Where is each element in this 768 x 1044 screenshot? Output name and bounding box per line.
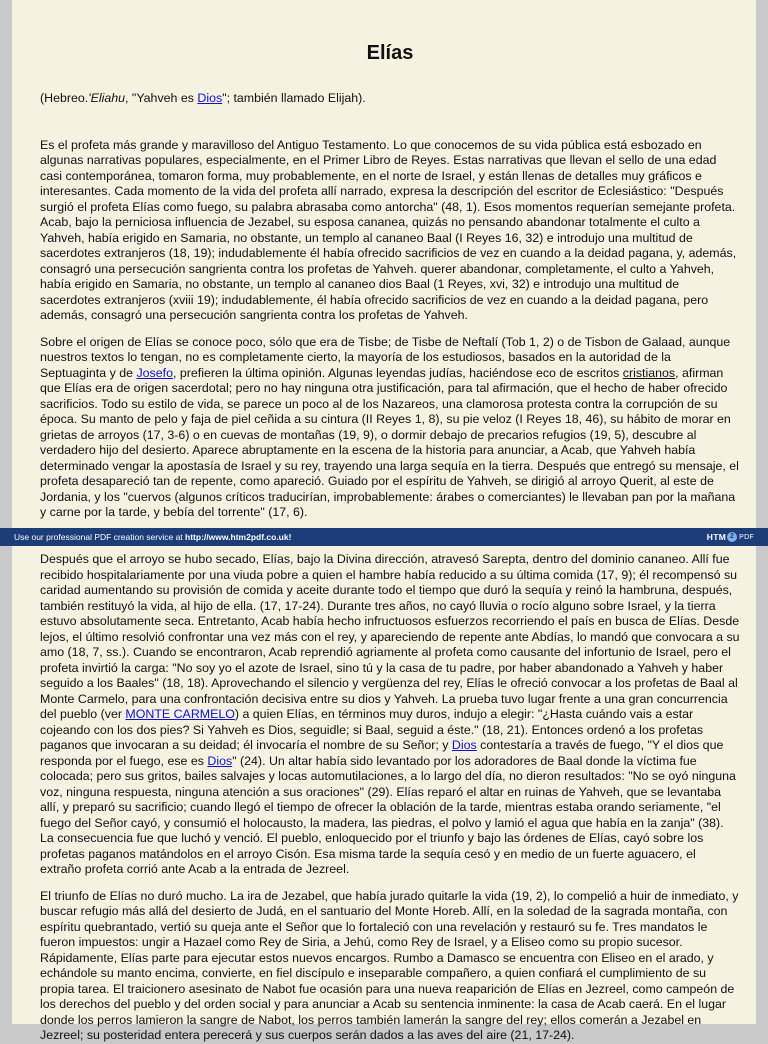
paragraph-text: , afirman que Elías era de origen sacerdotal; pero no hay ninguna otra justificación, para tal afirmación, que el hecho de haber ofrecido sacrificios. Todo su estilo de vida, se parece un poco al de los Nazareos, una clamorosa protesta contra la corrupción de su época. Su manto de pelo y faja de piel ceñida a su cintura (II Reyes 1, 8), su pie veloz (I Reyes 18, 46), su hábito de morar en grietas de arroyos (17, 3-6) o en cuevas de montañas (19, 9), o dormir debajo de precarios refugios (19, 5), descubre al verdadero hijo del desierto. Aparece abruptamente en la escena de la historia para anunciar, a Acab, que Yahveh había determinado vengar la apostasía de Israel y su rey, trayendo una larga sequía en la tierra. Después que entregó su mensaje, el profeta desapareció tan de repente, como apareció. Guiado por el espíritu de Yahveh, se dirigió al arroyo Querit, al este de Jordania, y los "cuervos (algunos críticos traducirían, improbablemente: árabes o comerciantes) le llevaban pan por la mañana y carne por la tarde, y bebía del torrente" (17, 6). (40, 365, 739, 519)
intro-text: "; también llamado Elijah). (222, 91, 366, 105)
intro-text: , "Yahveh es (125, 91, 198, 105)
pdf-page-2 (12, 546, 756, 1042)
paragraph-text: ) a quien Elías, en términos muy duros, indujo a elegir: "¿Hasta cuándo vais a estar cojeando con los dos pies? Si Yahveh es Dios, seguidle; si Baal, seguid a éste." (18, 21). Entonces ordenó a los profetas paganos que invocaran a su deidad; él invocaría el nombre de su Señor; y (40, 707, 704, 752)
paragraph-2 (40, 335, 740, 521)
hebrew-name: 'Eliahu (88, 91, 126, 105)
pdf-page-1 (12, 0, 756, 528)
paragraph-1: Es el profeta más grande y maravilloso del Antiguo Testamento. Lo que conocemos de su vida pública está esbozado en algunas narrativas populares, especialmente, en el Primer Libro de Reyes. Estas narrativas que llevan el sello de una edad casi contemporánea, tomaron forma, muy probablemente, en el norte de Israel, y están llenas de detalles muy gráficos e interesantes. Cada momento de la vida del profeta allí narrado, expresa la descripción del escritor de Eclesiástico: "Después surgió el profeta Elías como fuego, su palabra abrasaba como antorcha" (48, 1). Esos momentos requerían semejante profeta. Acab, bajo la perniciosa influencia de Jezabel, su esposa cananea, quizás no pensando abandonar totalmente el culto a Yahveh, había erigido en Samaria, no obstante, un templo al cananeo Baal (I Reyes 16, 32) e introdujo una multitud de sacerdotes extranjeros (18, 19); indudablemente él había ofrecido sacrificios de vez en cuando a la deidad pagana, y, además, consagró una persecución sangrienta contra los profetas de Yahveh. querer abandonar, completamente, el culto a Yahveh, había erigido en Samaria, no obstante, un templo al cananeo dios Baal (1 Reyes, xvi, 32) e introdujo una multitud de sacerdotes extranjeros (xviii 19); indudablemente, él había ofrecido sacrificios de vez en cuando a la deidad pagana, pero además, consagró una persecución sangrienta contra los profetas de Yahveh. (40, 137, 737, 322)
paragraph-text: " (24). Un altar había sido levantado por los adoradores de Baal donde la víctima fue colocada; pero sus gritos, bailes salvajes y locas automutilaciones, a lo largo del día, no dieron resultados: "No se oyó ninguna voz, ninguna respuesta, ninguna atención a sus oraciones" (29). Elías reparó el altar en ruinas de Yahveh, que se levantaba allí, y preparó su sacrificio; cuando llegó el tiempo de ofrecer la oblación de la tarde, mientras estaba orando seriamente, "el fuego del Señor cayó, y consumió el holocausto, la madera, las piedras, el polvo y lamió el agua que había en la zanja" (38). La consecuencia fue que luchó y venció. El pueblo, enloquecido por el triunfo y bajo las órdenes de Elías, cayó sobre los profetas paganos matándolos en el arroyo Cisón. Esa misma tarde la sequía cesó y en medio de un fuerte aguacero, el extraño profeta corrió ante Acab a la entrada de Jezreel. (40, 753, 736, 876)
paragraph-3 (40, 552, 740, 878)
link-dios[interactable]: Dios (207, 753, 233, 768)
logo-number: 2 (727, 532, 737, 542)
intro-text: (Hebreo. (40, 91, 89, 105)
htm2pdf-logo-icon (707, 532, 754, 542)
paragraph-text: contestaría a través de fuego, "Y el dios que responda por el fuego, ese es (40, 738, 724, 768)
intro-paragraph (40, 91, 740, 107)
banner-url[interactable]: http://www.htm2pdf.co.uk! (185, 532, 292, 542)
paragraph-text: Después que el arroyo se hubo secado, Elías, bajo la Divina dirección, atravesó Sarepta, dentro del dominio cananeo. Allí fue recibido hospitalariamente por una viuda pobre a quien el hambre había reducido a su última comida (17, 9); él recompensó su caridad aumentando su provisión de comida y aceite durante todo el tiempo que duró la sequía y reinó la hambruna, después, también restituyó la vida, al hijo de ella. (17, 17-24). Durante tres años, no cayó lluvia o rocío alguno sobre Israel, y la tierra estuvo absolutamente seca. Entretanto, Acab había hecho infructuosos esfuerzos recorriendo el país en busca de Elías. Desde lejos, el último resolvió confrontar una vez más con el rey, y apareciendo de repente ante Abdías, lo mandó que convocara a su amo (18, 7, ss.). Cuando se encontraron, Acab reprendió agriamente al profeta como causante del infortunio de Israel, pero el profeta invirtió la carga: "No soy yo el azote de Israel, sino tú y la casa de tu padre, por haber abandonado a Yahveh y haber seguido a los Baales" (18, 18). Aprovechando el silencio y vergüenza del rey, Elías le ofreció convocar a los profetas de Baal al Monte Carmelo, para una confrontación decisiva entre su dios y Yahveh. La prueba tuvo lugar frente a una gran concurrencia del pueblo (ver (40, 552, 740, 721)
paragraph-4: El triunfo de Elías no duró mucho. La ira de Jezabel, que había jurado quitarle la vida (19, 2), lo compelió a huir de inmediato, y buscar refugio más allá del desierto de Judá, en el santuario del Monte Horeb. Allí, en la soledad de la sagrada montaña, con espíritu quebrantado, vertió su queja ante el Señor que lo fortaleció con una revelación y restauró su fe. Tres mandatos le fueron impuestos: ungir a Hazael como Rey de Siria, a Jehú, como Rey de Israel, y a Eliseo como su propio sucesor. Rápidamente, Elías parte para ejecutar estos nuevos encargos. Rumbo a Damasco se encuentra con Eliseo en el arado, y echándole su manto encima, convierte, en fiel discípulo e inseparable compañero, a quien confiará el cumplimiento de su propia tarea. El traicionero asesinato de Nabot fue ocasión para una nueva reaparición de Elías en Jezreel, como campeón de los derechos del pueblo y del orden social y para anunciar a Acab su sentencia inminente: la casa de Acab caerá. En el lugar donde los perros lamieron la sangre de Nabot, los perros también lamerán la sangre del rey; ellos comerán a Jezabel en Jezreel; su posteridad entera perecerá y sus cuerpos serán dados a las aves del aire (21, 17-24). (40, 888, 739, 1042)
banner-text (14, 532, 291, 542)
paragraph-text: , prefieren la última opinión. Algunas leyendas judías, haciéndose eco de escritos (172, 365, 623, 380)
banner-label: Use our professional PDF creation service at (14, 532, 186, 542)
pdf-service-banner (0, 528, 768, 546)
logo-text: HTM (706, 532, 727, 542)
underlined-cristianos: cristianos (622, 365, 676, 380)
link-dios[interactable]: Dios (451, 738, 477, 752)
page-title: Elías (366, 42, 414, 64)
link-monte-carmelo[interactable]: MONTE CARMELO (125, 707, 235, 721)
logo-text: PDF (739, 533, 754, 541)
link-josefo[interactable]: Josefo (136, 365, 173, 380)
link-dios[interactable]: Dios (197, 91, 223, 105)
paragraph-text: Sobre el origen de Elías se conoce poco, sólo que era de Tisbe; de Tisbe de Neftalí (Tob 1, 2) o de Tisbon de Galaad, aunque nuestros textos lo tengan, no es completamente cierto, la mayoría de los estudiosos, basados en la autoridad de la Septuaginta y de (40, 334, 731, 380)
